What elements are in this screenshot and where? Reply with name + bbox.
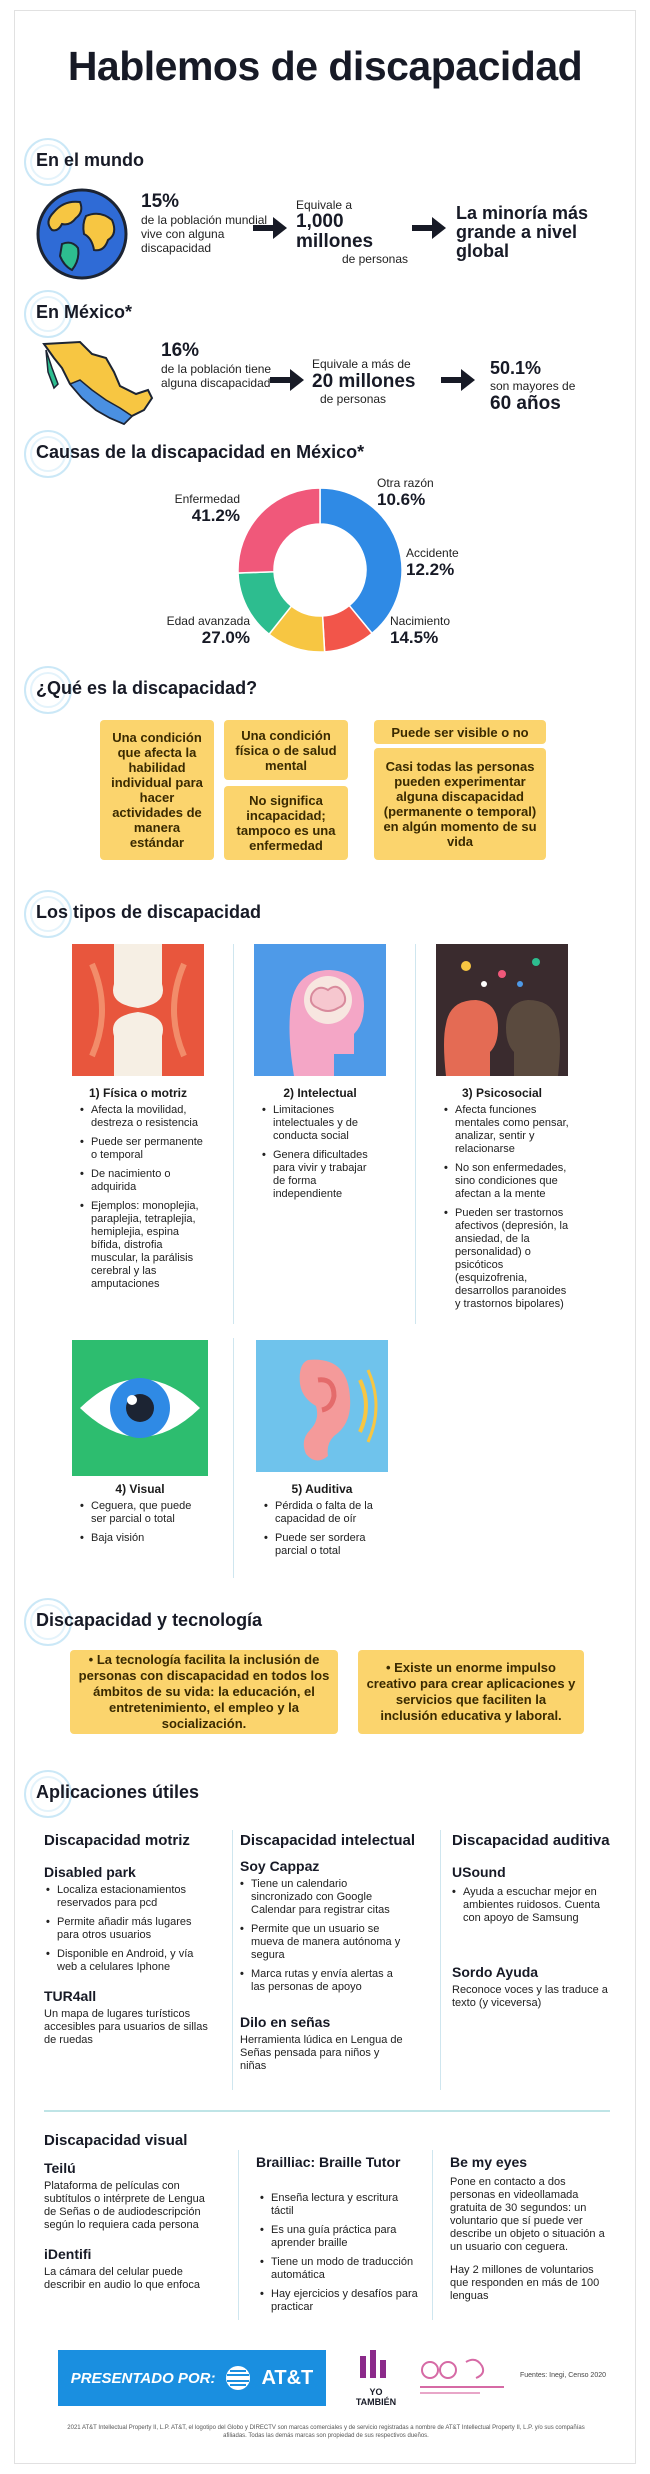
type-title: 5) Auditiva bbox=[291, 1482, 353, 1496]
page-title: Hablemos de discapacidad bbox=[67, 43, 583, 89]
section-heading-apps bbox=[36, 1782, 199, 1803]
type-list-item: • Puede ser permanente o temporal bbox=[80, 1136, 212, 1162]
app-description: La cámara del celular puede describir en audio lo que enfoca bbox=[44, 2266, 200, 2291]
column-divider bbox=[415, 944, 416, 1324]
type-list-intelectual bbox=[262, 1104, 380, 1207]
app-feature-list bbox=[240, 1878, 406, 2000]
definition-box: No significa incapacidad; tampoco es una enfermedad bbox=[224, 786, 348, 860]
type-list-item: • No son enfermedades, sino condiciones que afectan a la mente bbox=[444, 1162, 572, 1201]
app-name: Dilo en señas bbox=[240, 2014, 331, 2030]
app-feature-item: • Ayuda a escuchar mejor en ambientes ruidosos. Cuenta con apoyo de Samsung bbox=[452, 1886, 612, 1925]
mexico-equiv-bottom: de personas bbox=[320, 392, 387, 406]
mexico-older-big: 60 años bbox=[490, 393, 561, 414]
cause-name: Enfermedad bbox=[174, 492, 240, 506]
type-list-item: • Limitaciones intelectuales y de conducta social bbox=[262, 1104, 380, 1143]
app-description: Un mapa de lugares turísticos accesibles para usuarios de sillas de ruedas bbox=[44, 2008, 208, 2046]
world-stat bbox=[141, 191, 271, 255]
arrow-right-icon bbox=[412, 217, 446, 239]
globe-icon bbox=[34, 186, 130, 282]
type-list-item: • Afecta la movilidad, destreza o resistencia bbox=[80, 1104, 212, 1130]
app-name: TUR4all bbox=[44, 1988, 97, 2004]
cause-name: Nacimiento bbox=[390, 614, 451, 628]
section-heading-mexico bbox=[36, 302, 132, 323]
section-heading-types bbox=[36, 902, 261, 923]
app-name: Teilú bbox=[44, 2160, 76, 2176]
att-globe-icon bbox=[225, 2365, 251, 2391]
donut-slice-edad-avanzada bbox=[238, 488, 320, 573]
heading-text: Aplicaciones útiles bbox=[36, 1782, 200, 1802]
section-heading-world bbox=[36, 150, 144, 171]
cause-label-accidente bbox=[406, 546, 506, 580]
app-category: Discapacidad intelectual bbox=[240, 1832, 416, 1849]
type-list-item: • Pérdida o falta de la capacidad de oír bbox=[264, 1500, 382, 1526]
app-description: Reconoce voces y las traduce a texto (y viceversa) bbox=[452, 1984, 608, 2009]
mexico-older-text: son mayores de bbox=[490, 379, 576, 393]
world-stat-percent: 15% bbox=[141, 191, 180, 212]
definition-box: Puede ser visible o no bbox=[374, 720, 546, 744]
cause-label-edad bbox=[140, 614, 250, 648]
app-category: Discapacidad motriz bbox=[44, 1832, 190, 1849]
section-heading-causes bbox=[36, 442, 364, 463]
app-name: Disabled park bbox=[44, 1864, 136, 1880]
column-divider bbox=[232, 1830, 233, 2090]
definition-box: Casi todas las personas pueden experimentar alguna discapacidad (permanente o temporal) en algún momento de su vida bbox=[374, 748, 546, 860]
tech-box: • Existe un enorme impulso creativo para crear aplicaciones y servicios que faciliten la inclusión educativa y laboral. bbox=[358, 1650, 584, 1734]
world-stat-desc: de la población mundial vive con alguna discapacidad bbox=[141, 213, 268, 255]
app-feature-item: • Hay ejercicios y desafíos para practicar bbox=[260, 2288, 420, 2314]
type-list-fisica bbox=[80, 1104, 212, 1297]
type-title: 1) Física o motriz bbox=[88, 1086, 188, 1100]
heading-text: ¿Qué es la discapacidad? bbox=[36, 678, 258, 698]
type-list-item: • Afecta funciones mentales como pensar, analizar, sentir y relacionarse bbox=[444, 1104, 572, 1156]
app-feature-item: • Es una guía práctica para aprender braille bbox=[260, 2224, 420, 2250]
type-list-item: • Genera dificultades para vivir y trabajar de forma independiente bbox=[262, 1149, 380, 1201]
cause-label-nacimiento bbox=[390, 614, 490, 648]
cause-value: 27.0% bbox=[201, 628, 250, 647]
cause-value: 10.6% bbox=[377, 490, 426, 509]
heading-text: Discapacidad y tecnología bbox=[36, 1610, 263, 1630]
app-description: Pone en contacto a dos personas en videollamada gratuita de 30 segundos: un voluntario que sí puede ver describe un objeto o situación a un usuario con ceguera. bbox=[450, 2176, 605, 2253]
app-description: Hay 2 millones de voluntarios que responden en más de 100 lenguas bbox=[450, 2264, 600, 2302]
app-category: Discapacidad auditiva bbox=[452, 1832, 610, 1849]
heading-text: En el mundo bbox=[36, 150, 144, 170]
column-divider bbox=[238, 2150, 239, 2320]
mexico-map-icon bbox=[40, 338, 156, 430]
app-name: Be my eyes bbox=[450, 2154, 528, 2170]
app-feature-list bbox=[452, 1886, 612, 1931]
world-conclusion: La minoría más grande a nivel global bbox=[456, 203, 589, 261]
app-feature-item: • Permite añadir más lugares para otros usuarios bbox=[46, 1916, 214, 1942]
type-list-psicosocial bbox=[444, 1104, 572, 1317]
knee-joint-illustration bbox=[72, 944, 204, 1076]
app-category: Discapacidad visual bbox=[44, 2132, 188, 2149]
type-title: 2) Intelectual bbox=[283, 1086, 357, 1100]
type-list-item: • Puede ser sordera parcial o total bbox=[264, 1532, 382, 1558]
arrow-right-icon bbox=[253, 217, 287, 239]
app-feature-item: • Enseña lectura y escritura táctil bbox=[260, 2192, 420, 2218]
type-list-visual bbox=[80, 1500, 208, 1551]
app-feature-item: • Tiene un calendario sincronizado con Google Calendar para registrar citas bbox=[240, 1878, 406, 1917]
mexico-older-percent: 50.1% bbox=[490, 358, 542, 378]
app-description: Plataforma de películas con subtítulos o intérprete de Lengua de Señas o de audiodescripción según lo requiera cada persona bbox=[44, 2180, 205, 2231]
app-feature-list bbox=[46, 1884, 214, 1980]
yo-tambien-text-2: TAMBIÉN bbox=[355, 2397, 397, 2407]
type-list-item: • Pueden ser trastornos afectivos (depresión, la ansiedad, de la personalidad) o psicóticos (esquizofrenia, desarrollos paranoides y trastornos bipolares) bbox=[444, 1207, 572, 1311]
mexico-stat-desc: de la población tiene alguna discapacidad bbox=[161, 362, 272, 390]
world-equiv bbox=[296, 198, 426, 266]
yo-tambien-icon bbox=[352, 2346, 400, 2382]
column-divider bbox=[432, 2150, 433, 2320]
app-name: Soy Cappaz bbox=[240, 1858, 320, 1874]
eye-illustration bbox=[72, 1340, 208, 1476]
tech-box: • La tecnología facilita la inclusión de personas con discapacidad en todos los ámbitos de su vida: la educación, el entretenimiento, el empleo y la socialización. bbox=[70, 1650, 338, 1734]
section-heading-tech bbox=[36, 1610, 262, 1631]
cause-name: Edad avanzada bbox=[166, 614, 250, 628]
cause-value: 12.2% bbox=[406, 560, 455, 579]
column-divider bbox=[233, 1338, 234, 1578]
arrow-right-icon bbox=[441, 369, 475, 391]
column-divider bbox=[440, 1830, 441, 2090]
app-feature-item: • Localiza estacionamientos reservados para pcd bbox=[46, 1884, 214, 1910]
definition-box: Una condición que afecta la habilidad individual para hacer actividades de manera estándar bbox=[100, 720, 214, 860]
yo-tambien-logo bbox=[352, 2346, 400, 2406]
cause-label-enfermedad bbox=[130, 492, 240, 526]
type-title: 3) Psicosocial bbox=[461, 1086, 543, 1100]
sources-note: Fuentes: Inegi, Censo 2020 bbox=[520, 2372, 607, 2379]
world-equiv-top: Equivale a bbox=[296, 198, 353, 212]
world-equiv-big: 1,000 millones bbox=[296, 211, 374, 252]
app-name: iDentifi bbox=[44, 2246, 92, 2262]
app-feature-list bbox=[260, 2192, 420, 2320]
arrow-right-icon bbox=[270, 369, 304, 391]
type-list-auditiva bbox=[264, 1500, 382, 1564]
definition-box: Una condición física o de salud mental bbox=[224, 720, 348, 780]
type-list-item: • Baja visión bbox=[80, 1532, 208, 1545]
yo-tambien-text-1: YO bbox=[369, 2387, 383, 2397]
mexico-equiv bbox=[312, 357, 442, 406]
type-list-item: • De nacimiento o adquirida bbox=[80, 1168, 212, 1194]
section-heading-what bbox=[36, 678, 257, 699]
att-logo-text: AT&T bbox=[261, 2366, 314, 2389]
column-divider bbox=[233, 944, 234, 1324]
app-feature-item: • Marca rutas y envía alertas a las personas de apoyo bbox=[240, 1968, 406, 1994]
cause-label-otra bbox=[377, 476, 477, 510]
type-list-item: • Ceguera, que puede ser parcial o total bbox=[80, 1500, 208, 1526]
psychosocial-illustration bbox=[436, 944, 568, 1076]
app-name: Sordo Ayuda bbox=[452, 1964, 539, 1980]
type-title: 4) Visual bbox=[115, 1482, 165, 1496]
presented-by-banner bbox=[58, 2350, 326, 2406]
mexico-stat-percent: 16% bbox=[161, 340, 200, 361]
mexico-older bbox=[490, 358, 610, 415]
type-list-item: • Ejemplos: monoplejia, paraplejia, tetraplejia, hemiplejia, espina bífida, distrofia muscular, la parálisis cerebral y las amputaciones bbox=[80, 1200, 212, 1291]
heading-text: Los tipos de discapacidad bbox=[36, 902, 262, 922]
app-feature-item: • Permite que un usuario se mueva de manera autónoma y segura bbox=[240, 1923, 406, 1962]
app-feature-item: • Tiene un modo de traducción automática bbox=[260, 2256, 420, 2282]
app-description: Herramienta lúdica en Lengua de Señas pensada para niños y niñas bbox=[240, 2034, 403, 2072]
partner-logo bbox=[416, 2356, 508, 2398]
heading-text: En México* bbox=[36, 302, 133, 322]
presented-by-label: PRESENTADO POR: bbox=[70, 2369, 216, 2387]
cause-name: Accidente bbox=[406, 546, 459, 560]
ear-illustration bbox=[256, 1340, 388, 1472]
legal-note: 2021 AT&T Intellectual Property II, L.P. AT&T, el logotipo del Globo y DIRECTV son marcas comerciales y de servicio registradas a nombre de AT&T Intellectual Property II, L.P. y/o sus compañías afiliadas. Todas las demás marcas son propiedad de sus respectivos dueños. bbox=[67, 2425, 585, 2439]
cause-value: 41.2% bbox=[191, 506, 240, 525]
mexico-stat bbox=[161, 340, 281, 390]
app-name: USound bbox=[452, 1864, 506, 1880]
mexico-equiv-top: Equivale a más de bbox=[312, 357, 411, 371]
heading-text: Causas de la discapacidad en México* bbox=[36, 442, 365, 462]
app-feature-item: • Disponible en Android, y vía web a celulares Iphone bbox=[46, 1948, 214, 1974]
brain-head-illustration bbox=[254, 944, 386, 1076]
world-equiv-bottom: de personas bbox=[341, 252, 408, 266]
mexico-equiv-big: 20 millones bbox=[312, 371, 416, 392]
app-name: Brailliac: Braille Tutor bbox=[256, 2154, 401, 2170]
cause-name: Otra razón bbox=[377, 476, 434, 490]
cause-value: 14.5% bbox=[390, 628, 439, 647]
section-divider bbox=[44, 2110, 610, 2112]
